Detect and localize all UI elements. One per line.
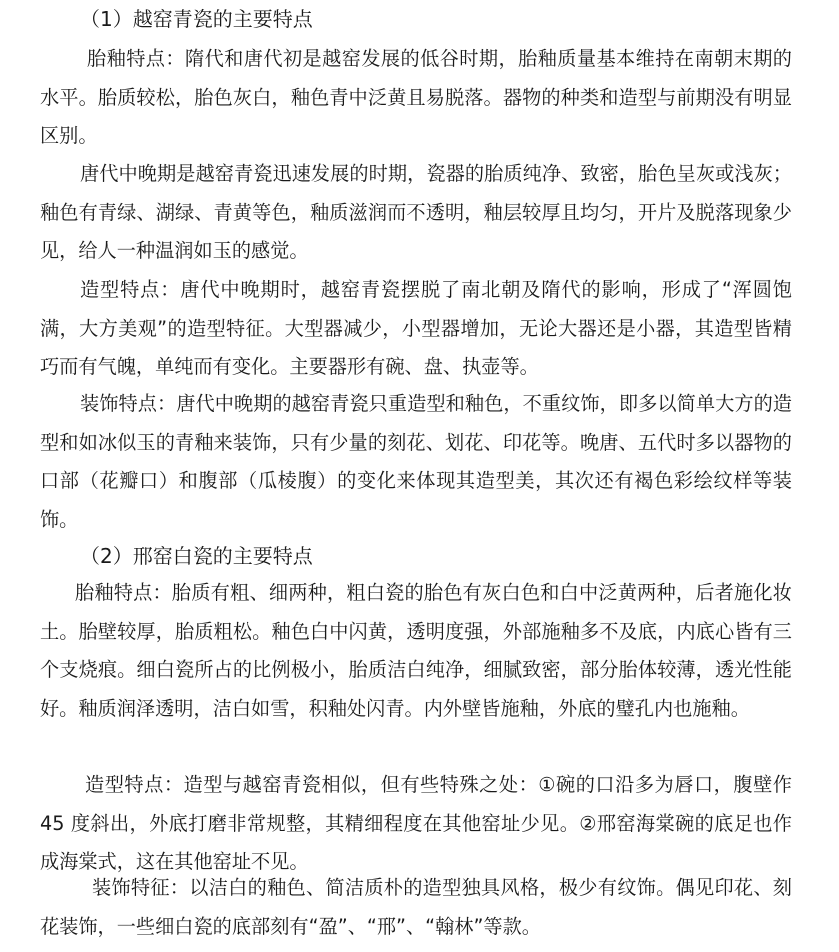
paragraph-yue-shape: 造型特点：唐代中晚期时，越窑青瓷摆脱了南北朝及隋代的影响，形成了“浑圆饱满，大方美观”的造型特征。大型器减少，小型器增加，无论大器还是小器，其造型皆精巧而有气魄，单纯而有变化。主要器形有碗、盘、执壶等。 (40, 278, 792, 379)
paragraph-yue-decoration: 装饰特点：唐代中晚期的越窑青瓷只重造型和釉色，不重纹饰，即多以简单大方的造型和如冰似玉的青釉来装饰，只有少量的刻花、划花、印花等。晚唐、五代时多以器物的口部（花瓣口）和腹部（瓜棱腹）的变化来体现其造型美，其次还有褐色彩绘纹样等装饰。 (40, 392, 792, 531)
paragraph-xing-decoration: 装饰特征：以洁白的釉色、简洁质朴的造型独具风格，极少有纹饰。偶见印花、刻花装饰，一些细白瓷的底部刻有“盈”、“邢”、“翰林”等款。 (40, 876, 792, 938)
paragraph-yue-body-glaze-early: 胎釉特点：隋代和唐代初是越窑发展的低谷时期，胎釉质量基本维持在南朝末期的水平。胎质较松，胎色灰白，釉色青中泛黄且易脱落。器物的种类和造型与前期没有明显区别。 (40, 47, 792, 148)
section-heading-yue-kiln: （1）越窑青瓷的主要特点 (80, 7, 313, 31)
paragraph-xing-shape: 造型特点：造型与越窑青瓷相似，但有些特殊之处：①碗的口沿多为唇口，腹壁作 45 度斜出，外底打磨非常规整，其精细程度在其他窑址少见。②邢窑海棠碗的底足也作成海棠式，这在其他窑址不见。 (40, 773, 792, 874)
section-heading-xing-kiln: （2）邢窑白瓷的主要特点 (80, 544, 313, 568)
paragraph-yue-body-glaze-late: 唐代中晚期是越窑青瓷迅速发展的时期，瓷器的胎质纯净、致密，胎色呈灰或浅灰；釉色有青绿、湖绿、青黄等色，釉质滋润而不透明，釉层较厚且均匀，开片及脱落现象少见，给人一种温润如玉的感觉。 (40, 162, 792, 263)
paragraph-xing-body-glaze: 胎釉特点：胎质有粗、细两种，粗白瓷的胎色有灰白色和白中泛黄两种，后者施化妆土。胎壁较厚，胎质粗松。釉色白中闪黄，透明度强，外部施釉多不及底，内底心皆有三个支烧痕。细白瓷所占的比例极小，胎质洁白纯净，细腻致密，部分胎体较薄，透光性能好。釉质润泽透明，洁白如雪，积釉处闪青。内外壁皆施釉，外底的璧孔内也施釉。 (40, 581, 792, 720)
